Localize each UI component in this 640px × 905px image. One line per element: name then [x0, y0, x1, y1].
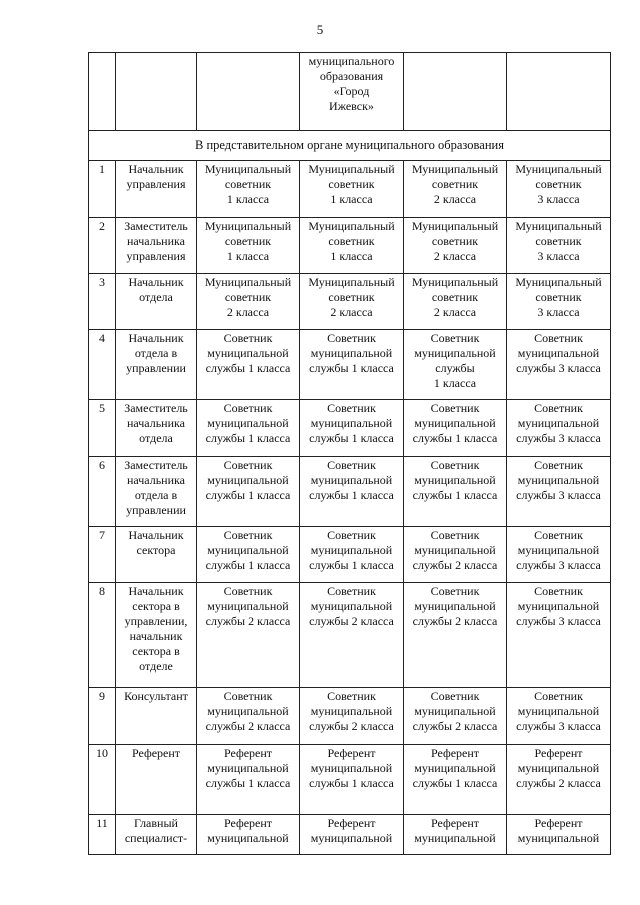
- cell-line: Референт: [534, 746, 583, 760]
- cell-line: муниципальной: [517, 416, 600, 430]
- cell-line: муниципальной: [310, 346, 393, 360]
- rank-cell: [300, 274, 404, 330]
- rank-cell: [197, 527, 300, 583]
- position-cell: [116, 583, 197, 688]
- cell-line: Советник: [223, 689, 273, 703]
- cell-line: советник: [224, 290, 272, 304]
- cell-line: службы 2 класса: [309, 719, 394, 733]
- cell-line: начальника: [126, 473, 185, 487]
- cell-line: службы 3 класса: [516, 488, 601, 502]
- cell-line: Начальник: [128, 584, 184, 598]
- cell-line: службы 1 класса: [309, 776, 394, 790]
- cell-line: Референт: [327, 816, 376, 830]
- cell-line: муниципальной: [414, 543, 496, 557]
- position-cell: [116, 161, 197, 218]
- cell-line: службы 1 класса: [205, 488, 291, 502]
- cell-line: сектора в: [132, 644, 180, 658]
- position-cell: [116, 815, 197, 855]
- cell-line: Советник: [327, 528, 376, 542]
- cell-line: муниципального: [308, 54, 395, 68]
- cell-line: службы 1 класса: [205, 558, 291, 572]
- cell-line: Муниципальный: [515, 219, 602, 233]
- cell-line: Референт: [223, 816, 273, 830]
- cell-line: службы 1 класса: [412, 776, 498, 790]
- position-cell: [116, 527, 197, 583]
- section-heading-row: [89, 131, 611, 161]
- cell-line: муниципальной: [414, 416, 496, 430]
- table-row: [89, 745, 611, 815]
- cell-line: Муниципальный: [515, 275, 602, 289]
- rank-cell: [507, 688, 611, 745]
- cell-line: муниципальной: [310, 599, 393, 613]
- cell-line: советник: [328, 234, 375, 248]
- cell-line: Муниципальный: [204, 162, 292, 176]
- cell-line: службы 1 класса: [309, 361, 394, 375]
- cell-line: образования: [319, 69, 384, 83]
- cell-line: муниципальной: [517, 761, 600, 775]
- rank-cell: [507, 400, 611, 457]
- cell-line: сектора: [136, 543, 176, 557]
- cell-line: начальника: [126, 234, 185, 248]
- cell-line: службы 1 класса: [412, 431, 498, 445]
- section-heading: В представительном органе муниципального образования: [89, 131, 611, 161]
- cell-line: муниципальной: [414, 761, 496, 775]
- rank-cell: [404, 274, 507, 330]
- cell-line: муниципальной: [310, 761, 393, 775]
- cell-line: советник: [224, 234, 272, 248]
- cell-line: советник: [535, 177, 582, 191]
- row-number: 6: [89, 457, 116, 527]
- cell-line: Советник: [534, 331, 583, 345]
- cell-line: Советник: [534, 458, 583, 472]
- rank-cell: [300, 745, 404, 815]
- cell-line: Заместитель: [124, 458, 188, 472]
- cell-line: муниципальной: [207, 761, 289, 775]
- row-number: 4: [89, 330, 116, 400]
- position-cell: [116, 688, 197, 745]
- cell-line: Советник: [430, 689, 480, 703]
- rank-cell: [404, 745, 507, 815]
- rank-cell: [197, 583, 300, 688]
- cell-line: 1 класса: [433, 376, 477, 390]
- continuation-row: [89, 53, 611, 131]
- cell-line: советник: [328, 290, 375, 304]
- cell-line: Референт: [131, 746, 181, 760]
- cell-line: 1 класса: [226, 249, 270, 263]
- table-row: [89, 583, 611, 688]
- cell-line: советник: [431, 177, 479, 191]
- rank-cell: [197, 815, 300, 855]
- cell-line: Муниципальный: [411, 162, 499, 176]
- cell-line: муниципальной: [517, 599, 600, 613]
- table-row: [89, 688, 611, 745]
- cell-line: муниципальной: [414, 831, 496, 845]
- cell-line: службы 1 класса: [309, 558, 394, 572]
- cell-line: муниципальной: [310, 473, 393, 487]
- cell-line: службы 1 класса: [205, 776, 291, 790]
- table-row: [89, 274, 611, 330]
- cell-line: муниципальной: [517, 704, 600, 718]
- rank-cell: [404, 330, 507, 400]
- cell-line: 2 класса: [226, 305, 270, 319]
- row-number: 5: [89, 400, 116, 457]
- cell-line: отделе: [139, 659, 173, 673]
- cell-line: муниципальной: [310, 831, 393, 845]
- cell-line: муниципальной: [207, 831, 289, 845]
- cell-line: 2 класса: [433, 249, 477, 263]
- rank-cell: [404, 400, 507, 457]
- rank-cell: [404, 688, 507, 745]
- cell-line: 3 класса: [537, 249, 580, 263]
- cell-line: Муниципальный: [204, 219, 292, 233]
- table-row: [89, 161, 611, 218]
- cell-line: Референт: [534, 816, 583, 830]
- rank-cell: [507, 457, 611, 527]
- positions-table: [88, 52, 611, 855]
- cell-line: муниципальной: [207, 599, 289, 613]
- rank-cell: [300, 688, 404, 745]
- cell-line: советник: [328, 177, 375, 191]
- cell-line: начальника: [126, 416, 185, 430]
- cell-line: муниципальной: [207, 416, 289, 430]
- rank-cell: [404, 457, 507, 527]
- row-number: 7: [89, 527, 116, 583]
- cell-line: 1 класса: [226, 192, 270, 206]
- cell-line: службы 1 класса: [309, 488, 394, 502]
- cell-line: службы 2 класса: [205, 614, 291, 628]
- table-cell: [116, 53, 197, 131]
- rank-cell: [197, 400, 300, 457]
- cell-line: отдела: [139, 290, 173, 304]
- row-number: 9: [89, 688, 116, 745]
- cell-line: Муниципальный: [308, 162, 395, 176]
- cell-line: 3 класса: [537, 305, 580, 319]
- cell-line: управлении: [126, 503, 186, 517]
- cell-line: Советник: [223, 401, 273, 415]
- cell-line: отдела в: [134, 346, 178, 360]
- cell-line: службы 1 класса: [205, 361, 291, 375]
- cell-line: муниципальной: [310, 543, 393, 557]
- cell-line: Советник: [534, 584, 583, 598]
- cell-line: муниципальной: [207, 346, 289, 360]
- cell-line: Советник: [327, 458, 376, 472]
- cell-line: Муниципальный: [411, 219, 499, 233]
- cell-line: муниципальной: [517, 543, 600, 557]
- rank-cell: [404, 815, 507, 855]
- cell-line: службы 3 класса: [516, 719, 601, 733]
- cell-line: службы 2 класса: [205, 719, 291, 733]
- rank-cell: [300, 400, 404, 457]
- cell-line: Советник: [430, 584, 480, 598]
- cell-line: службы: [435, 361, 475, 375]
- cell-line: муниципальной: [517, 473, 600, 487]
- cell-line: Советник: [430, 528, 480, 542]
- cell-line: советник: [224, 177, 272, 191]
- cell-line: Советник: [223, 458, 273, 472]
- cell-line: муниципальной: [414, 473, 496, 487]
- cell-line: муниципальной: [207, 543, 289, 557]
- cell-line: муниципальной: [414, 346, 496, 360]
- table-cell: [89, 53, 116, 131]
- table-row: [89, 815, 611, 855]
- page-number: 5: [316, 22, 324, 37]
- cell-line: управления: [126, 177, 186, 191]
- table-row: [89, 330, 611, 400]
- cell-line: Советник: [327, 689, 376, 703]
- position-cell: [116, 400, 197, 457]
- cell-line: Советник: [534, 528, 583, 542]
- cell-line: Советник: [327, 401, 376, 415]
- cell-line: Консультант: [124, 689, 188, 703]
- cell-line: Референт: [223, 746, 273, 760]
- table-cell: [197, 53, 300, 131]
- cell-line: службы 1 класса: [205, 431, 291, 445]
- row-number: 1: [89, 161, 116, 218]
- rank-cell: [300, 457, 404, 527]
- cell-line: Начальник: [128, 275, 184, 289]
- row-number: 10: [89, 745, 116, 815]
- rank-cell: [507, 527, 611, 583]
- cell-line: службы 1 класса: [309, 431, 394, 445]
- cell-line: муниципальной: [517, 346, 600, 360]
- table-row: [89, 218, 611, 274]
- cell-line: службы 3 класса: [516, 431, 601, 445]
- cell-line: муниципальной: [310, 416, 393, 430]
- table-cell: [507, 53, 611, 131]
- cell-line: службы 2 класса: [412, 558, 498, 572]
- cell-line: управлении: [126, 361, 186, 375]
- cell-line: Начальник: [128, 162, 184, 176]
- cell-line: Советник: [327, 331, 376, 345]
- cell-line: Советник: [327, 584, 376, 598]
- cell-line: муниципальной: [517, 831, 600, 845]
- rank-cell: [197, 457, 300, 527]
- position-cell: [116, 330, 197, 400]
- rank-cell: [507, 161, 611, 218]
- cell-line: Заместитель: [124, 219, 188, 233]
- position-cell: [116, 745, 197, 815]
- rank-cell: [300, 330, 404, 400]
- rank-cell: [197, 745, 300, 815]
- cell-line: службы 2 класса: [516, 776, 601, 790]
- rank-cell: [507, 815, 611, 855]
- cell-line: советник: [431, 234, 479, 248]
- position-cell: [116, 274, 197, 330]
- cell-line: службы 2 класса: [412, 719, 498, 733]
- cell-line: управления: [126, 249, 186, 263]
- cell-line: службы 3 класса: [516, 614, 601, 628]
- cell-line: отдела: [139, 431, 173, 445]
- rank-cell: [197, 161, 300, 218]
- cell-line: 3 класса: [537, 192, 580, 206]
- rank-cell: [300, 815, 404, 855]
- cell-line: отдела в: [134, 488, 178, 502]
- cell-line: Советник: [223, 528, 273, 542]
- cell-line: Начальник: [128, 528, 184, 542]
- cell-line: муниципальной: [207, 473, 289, 487]
- cell-line: Муниципальный: [204, 275, 292, 289]
- cell-line: муниципальной: [207, 704, 289, 718]
- rank-cell: [300, 583, 404, 688]
- cell-line: муниципальной: [414, 599, 496, 613]
- rank-cell: [197, 274, 300, 330]
- table-cell: [404, 53, 507, 131]
- cell-line: службы 2 класса: [309, 614, 394, 628]
- rank-cell: [404, 218, 507, 274]
- cell-line: Советник: [534, 401, 583, 415]
- cell-line: Референт: [430, 746, 480, 760]
- cell-line: службы 3 класса: [516, 361, 601, 375]
- cell-line: 2 класса: [433, 192, 477, 206]
- cell-line: Муниципальный: [411, 275, 499, 289]
- row-number: 8: [89, 583, 116, 688]
- rank-cell: [404, 583, 507, 688]
- row-number: 2: [89, 218, 116, 274]
- rank-cell: [300, 527, 404, 583]
- cell-line: специалист-: [124, 831, 188, 845]
- cell-line: 2 класса: [433, 305, 477, 319]
- cell-line: управлении,: [124, 614, 188, 628]
- row-number: 3: [89, 274, 116, 330]
- cell-line: 2 класса: [330, 305, 373, 319]
- cell-line: «Город: [333, 84, 370, 98]
- cell-line: Советник: [430, 458, 480, 472]
- cell-line: советник: [535, 290, 582, 304]
- cell-line: советник: [431, 290, 479, 304]
- position-cell: [116, 457, 197, 527]
- cell-line: Главный: [134, 816, 178, 830]
- rank-cell: [300, 218, 404, 274]
- cell-line: Муниципальный: [515, 162, 602, 176]
- rank-cell: [507, 583, 611, 688]
- cell-line: 1 класса: [330, 192, 373, 206]
- cell-line: Муниципальный: [308, 275, 395, 289]
- rank-cell: [507, 330, 611, 400]
- cell-line: Советник: [223, 584, 273, 598]
- cell-line: советник: [535, 234, 582, 248]
- rank-cell: [404, 161, 507, 218]
- table-row: [89, 457, 611, 527]
- cell-line: Заместитель: [124, 401, 188, 415]
- table-row: [89, 527, 611, 583]
- table-row: [89, 400, 611, 457]
- cell-line: Ижевск»: [329, 99, 374, 113]
- rank-cell: [197, 688, 300, 745]
- cell-line: Референт: [430, 816, 480, 830]
- cell-line: Муниципальный: [308, 219, 395, 233]
- rank-cell: [507, 218, 611, 274]
- cell-line: Советник: [430, 331, 480, 345]
- rank-cell: [197, 218, 300, 274]
- rank-cell: [404, 527, 507, 583]
- rank-cell: [300, 161, 404, 218]
- cell-line: 1 класса: [330, 249, 373, 263]
- cell-line: начальник: [129, 629, 183, 643]
- cell-line: Советник: [534, 689, 583, 703]
- cell-line: Начальник: [128, 331, 184, 345]
- cell-line: Советник: [430, 401, 480, 415]
- cell-line: Референт: [327, 746, 376, 760]
- row-number: 11: [89, 815, 116, 855]
- cell-line: Советник: [223, 331, 273, 345]
- cell-line: службы 1 класса: [412, 488, 498, 502]
- rank-cell: [507, 745, 611, 815]
- cell-line: службы 2 класса: [412, 614, 498, 628]
- cell-line: муниципальной: [310, 704, 393, 718]
- cell-line: сектора в: [132, 599, 180, 613]
- rank-cell: [197, 330, 300, 400]
- cell-line: службы 3 класса: [516, 558, 601, 572]
- position-cell: [116, 218, 197, 274]
- rank-cell: [507, 274, 611, 330]
- cell-line: муниципальной: [414, 704, 496, 718]
- table-cell: [300, 53, 404, 131]
